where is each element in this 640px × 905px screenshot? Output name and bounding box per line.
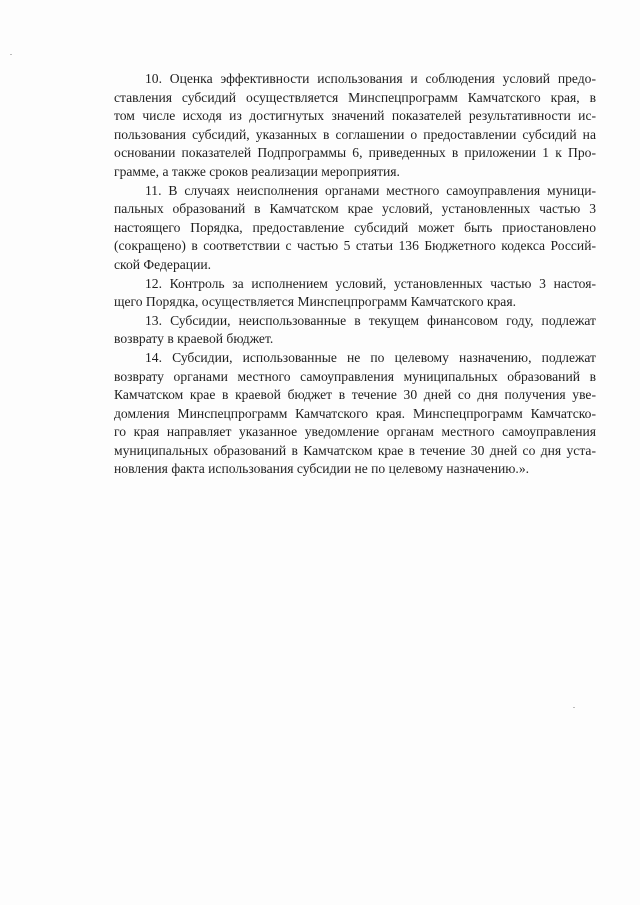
scan-speck bbox=[10, 54, 12, 55]
text-line: настоящего Порядка, предоставление субсидий может быть приостановлено bbox=[114, 219, 596, 235]
text-line: щего Порядка, осуществляется Минспецпрограмм Камчатского края. bbox=[114, 294, 516, 310]
paragraph-10 bbox=[114, 70, 596, 182]
text-line: том числе исходя из достигнутых значений показателей результативности ис- bbox=[114, 108, 596, 124]
scan-speck bbox=[573, 707, 575, 708]
document-body bbox=[114, 70, 596, 479]
text-line: новления факта использования субсидии не по целевому назначению.». bbox=[114, 461, 530, 477]
paragraph-12 bbox=[114, 275, 596, 312]
paragraph-13 bbox=[114, 312, 596, 349]
paragraph-14 bbox=[114, 349, 596, 479]
text-line: 13. Субсидии, неиспользованные в текущем финансовом году, подлежат bbox=[145, 312, 596, 328]
text-line: 12. Контроль за исполнением условий, установленных частью 3 настоя- bbox=[145, 275, 596, 291]
text-line: основании показателей Подпрограммы 6, приведенных в приложении 1 к Про- bbox=[114, 145, 596, 161]
text-line: пользования субсидий, указанных в соглашении о предоставлении субсидий на bbox=[114, 126, 596, 142]
text-line: грамме, а также сроков реализации мероприятия. bbox=[114, 163, 400, 179]
text-line: 11. В случаях неисполнения органами местного самоуправления муници- bbox=[145, 182, 596, 198]
text-line: ской Федерации. bbox=[114, 256, 212, 272]
text-line: возврату органами местного самоуправления муниципальных образований в bbox=[114, 368, 596, 384]
text-line: Камчатском крае в краевой бюджет в течение 30 дней со дня получения уве- bbox=[114, 387, 596, 403]
text-line: го края направляет указанное уведомление органам местного самоуправления bbox=[114, 424, 596, 440]
text-line: муниципальных образований в Камчатском крае в течение 30 дней со дня уста- bbox=[114, 442, 596, 458]
text-line: (сокращено) в соответствии с частью 5 статьи 136 Бюджетного кодекса Россий- bbox=[114, 238, 596, 254]
text-line: ставления субсидий осуществляется Минспецпрограмм Камчатского края, в bbox=[114, 89, 596, 105]
text-line: домления Минспецпрограмм Камчатского края. Минспецпрограмм Камчатско- bbox=[114, 405, 596, 421]
text-line: 10. Оценка эффективности использования и соблюдения условий предо- bbox=[145, 71, 596, 86]
text-line: пальных образований в Камчатском крае условий, установленных частью 3 bbox=[114, 201, 596, 217]
paragraph-11 bbox=[114, 182, 596, 275]
text-line: возврату в краевой бюджет. bbox=[114, 331, 274, 347]
text-line: 14. Субсидии, использованные не по целевому назначению, подлежат bbox=[145, 349, 596, 365]
